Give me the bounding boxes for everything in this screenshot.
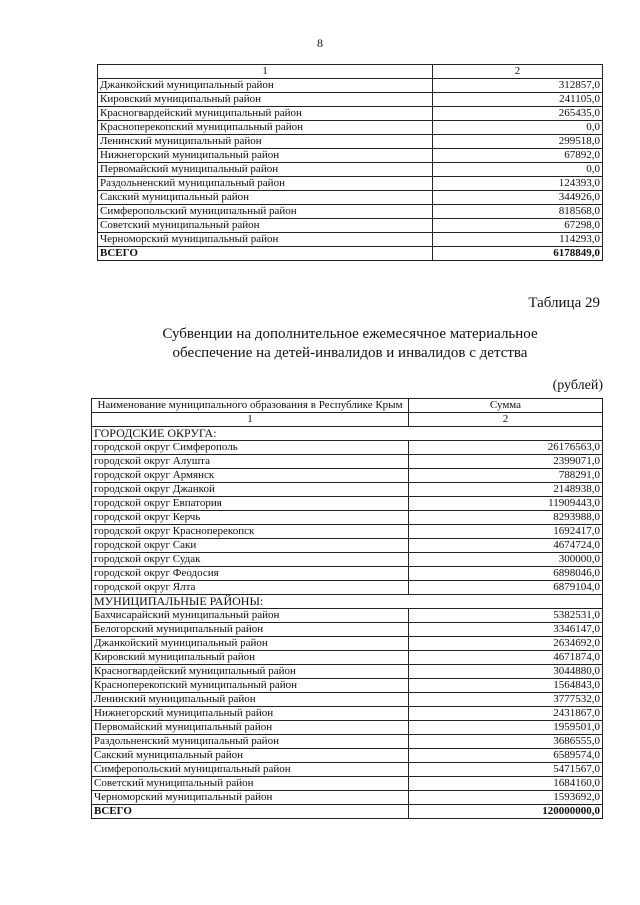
cell-name: Нижнегорский муниципальный район — [92, 707, 409, 721]
table-row — [98, 163, 603, 177]
cell-name: Советский муниципальный район — [92, 777, 409, 791]
cell-name: ВСЕГО — [92, 805, 409, 819]
table-row — [98, 121, 603, 135]
table-row — [92, 707, 603, 721]
cell-value: 67298,0 — [433, 219, 603, 233]
cell-value: 1692417,0 — [409, 525, 603, 539]
cell-name: Раздольненский муниципальный район — [92, 735, 409, 749]
cell-value: 312857,0 — [433, 79, 603, 93]
cell-name: Ленинский муниципальный район — [98, 135, 433, 149]
cell-value: 8293988,0 — [409, 511, 603, 525]
table-row — [98, 191, 603, 205]
cell-value: 120000000,0 — [409, 805, 603, 819]
table-header-row — [92, 399, 603, 413]
cell-name: Красноперекопский муниципальный район — [98, 121, 433, 135]
table-continued — [97, 64, 603, 261]
table-row — [98, 149, 603, 163]
cell-value: 1959501,0 — [409, 721, 603, 735]
cell-name: Сакский муниципальный район — [98, 191, 433, 205]
cell-value: 2399071,0 — [409, 455, 603, 469]
table-row — [98, 233, 603, 247]
table-label: Таблица 29 — [528, 295, 600, 311]
table-row — [92, 609, 603, 623]
cell-value: 6879104,0 — [409, 581, 603, 595]
title-line-2: обеспечение на детей-инвалидов и инвалидов с детства — [172, 345, 528, 361]
column-number-1: 1 — [92, 413, 409, 427]
column-number-2: 2 — [409, 413, 603, 427]
cell-name: городской округ Керчь — [92, 511, 409, 525]
column-number-2: 2 — [433, 65, 603, 79]
table-row — [92, 791, 603, 805]
cell-name: Нижнегорский муниципальный район — [98, 149, 433, 163]
table-row — [92, 469, 603, 483]
cell-value: 67892,0 — [433, 149, 603, 163]
cell-value: 788291,0 — [409, 469, 603, 483]
subventions-table — [91, 398, 603, 819]
table-row — [98, 177, 603, 191]
section-heading: ГОРОДСКИЕ ОКРУГА: — [92, 427, 603, 441]
cell-name: Симферопольский муниципальный район — [98, 205, 433, 219]
table-row — [92, 665, 603, 679]
cell-name: Джанкойский муниципальный район — [98, 79, 433, 93]
table-row — [92, 525, 603, 539]
cell-name: Джанкойский муниципальный район — [92, 637, 409, 651]
page-number: 8 — [317, 36, 323, 50]
cell-name: ВСЕГО — [98, 247, 433, 261]
cell-value: 1684160,0 — [409, 777, 603, 791]
table-column-numbers-row — [92, 413, 603, 427]
cell-name: Симферопольский муниципальный район — [92, 763, 409, 777]
cell-value: 300000,0 — [409, 553, 603, 567]
cell-name: городской округ Джанкой — [92, 483, 409, 497]
table-row — [92, 553, 603, 567]
section-row-municipal-districts — [92, 595, 603, 609]
table-title — [0, 325, 640, 363]
table-row — [92, 637, 603, 651]
cell-value: 241105,0 — [433, 93, 603, 107]
table-row — [92, 455, 603, 469]
cell-name: городской округ Евпатория — [92, 497, 409, 511]
cell-name: городской округ Феодосия — [92, 567, 409, 581]
table-row — [92, 441, 603, 455]
cell-value: 3686555,0 — [409, 735, 603, 749]
cell-name: Первомайский муниципальный район — [98, 163, 433, 177]
column-number-1: 1 — [98, 65, 433, 79]
column-header-name: Наименование муниципального образования в Республике Крым — [92, 399, 409, 413]
cell-name: Черноморский муниципальный район — [92, 791, 409, 805]
table-row — [92, 539, 603, 553]
cell-value: 26176563,0 — [409, 441, 603, 455]
unit-label: (рублей) — [552, 378, 603, 393]
cell-value: 6589574,0 — [409, 749, 603, 763]
section-row-city-districts — [92, 427, 603, 441]
table-row — [98, 107, 603, 121]
total-row — [98, 247, 603, 261]
table-row — [98, 219, 603, 233]
cell-value: 114293,0 — [433, 233, 603, 247]
cell-value: 0,0 — [433, 121, 603, 135]
table-row — [92, 581, 603, 595]
table-row — [98, 93, 603, 107]
cell-name: Раздольненский муниципальный район — [98, 177, 433, 191]
table-row — [92, 567, 603, 581]
cell-name: Красноперекопский муниципальный район — [92, 679, 409, 693]
cell-name: городской округ Судак — [92, 553, 409, 567]
cell-value: 0,0 — [433, 163, 603, 177]
cell-name: Первомайский муниципальный район — [92, 721, 409, 735]
cell-name: Бахчисарайский муниципальный район — [92, 609, 409, 623]
table-row — [92, 497, 603, 511]
cell-value: 344926,0 — [433, 191, 603, 205]
cell-value: 2634692,0 — [409, 637, 603, 651]
cell-name: Сакский муниципальный район — [92, 749, 409, 763]
cell-name: городской округ Армянск — [92, 469, 409, 483]
cell-value: 265435,0 — [433, 107, 603, 121]
table-row — [92, 763, 603, 777]
cell-name: городской округ Саки — [92, 539, 409, 553]
cell-value: 3777532,0 — [409, 693, 603, 707]
cell-value: 5382531,0 — [409, 609, 603, 623]
cell-name: Советский муниципальный район — [98, 219, 433, 233]
cell-value: 299518,0 — [433, 135, 603, 149]
table-row — [92, 483, 603, 497]
cell-value: 11909443,0 — [409, 497, 603, 511]
column-header-sum: Сумма — [409, 399, 603, 413]
total-row — [92, 805, 603, 819]
cell-name: городской округ Алушта — [92, 455, 409, 469]
title-line-1: Субвенции на дополнительное ежемесячное материальное — [162, 326, 538, 342]
cell-value: 6178849,0 — [433, 247, 603, 261]
cell-value: 6898046,0 — [409, 567, 603, 581]
cell-value: 1564843,0 — [409, 679, 603, 693]
table-row — [92, 721, 603, 735]
cell-name: городской округ Красноперекопск — [92, 525, 409, 539]
cell-value: 5471567,0 — [409, 763, 603, 777]
cell-name: городской округ Симферополь — [92, 441, 409, 455]
table-row — [98, 79, 603, 93]
table-row — [92, 777, 603, 791]
cell-value: 2431867,0 — [409, 707, 603, 721]
table-row — [92, 511, 603, 525]
cell-name: Кировский муниципальный район — [98, 93, 433, 107]
cell-value: 4671874,0 — [409, 651, 603, 665]
table-row — [98, 135, 603, 149]
table-row — [92, 623, 603, 637]
table-header-row — [98, 65, 603, 79]
cell-name: Кировский муниципальный район — [92, 651, 409, 665]
cell-value: 3044880,0 — [409, 665, 603, 679]
table-row — [92, 749, 603, 763]
table-row — [92, 693, 603, 707]
cell-name: Черноморский муниципальный район — [98, 233, 433, 247]
cell-value: 124393,0 — [433, 177, 603, 191]
table-row — [92, 679, 603, 693]
cell-value: 2148938,0 — [409, 483, 603, 497]
table-row — [98, 205, 603, 219]
table-row — [92, 735, 603, 749]
cell-name: Красногвардейский муниципальный район — [98, 107, 433, 121]
cell-name: городской округ Ялта — [92, 581, 409, 595]
cell-value: 3346147,0 — [409, 623, 603, 637]
cell-value: 1593692,0 — [409, 791, 603, 805]
section-heading: МУНИЦИПАЛЬНЫЕ РАЙОНЫ: — [92, 595, 603, 609]
cell-name: Ленинский муниципальный район — [92, 693, 409, 707]
cell-value: 4674724,0 — [409, 539, 603, 553]
table-row — [92, 651, 603, 665]
cell-value: 818568,0 — [433, 205, 603, 219]
cell-name: Белогорский муниципальный район — [92, 623, 409, 637]
cell-name: Красногвардейский муниципальный район — [92, 665, 409, 679]
